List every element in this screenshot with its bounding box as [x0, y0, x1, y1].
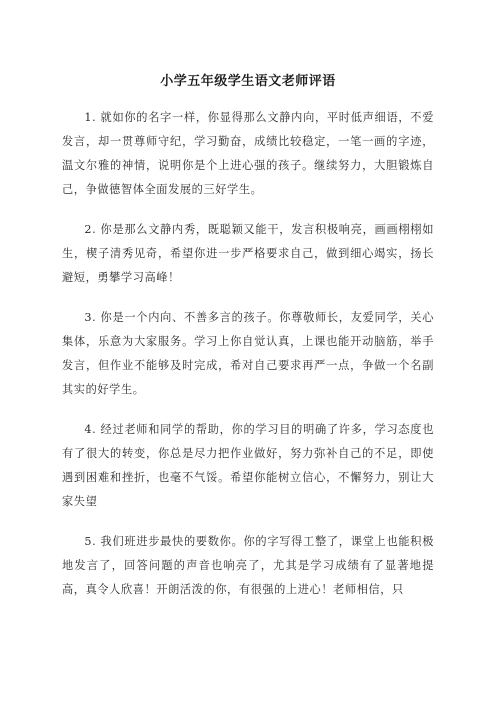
comment-paragraph-5: 5. 我们班进步最快的要数你。你的字写得工整了，课堂上也能积极地发言了，回答问题的声音也响亮了，尤其是学习成绩有了显著地提高，真令人欣喜！开朗活泼的你，有很强的上进心！老师相信，只: [62, 535, 434, 596]
comment-paragraph-2: 2. 你是那么文静内秀，既聪颖又能干，发言积极响亮，画画栩栩如生，楔子清秀见奇，希望你进一步严格要求自己，做到细心竭实，扬长避短，勇攀学习高峰！: [62, 223, 434, 284]
comment-paragraph-4: 4. 经过老师和同学的帮助，你的学习目的明确了许多，学习态度也有了很大的转变，你总是尽力把作业做好，努力弥补自己的不足，即使遇到困难和挫折，也毫不气馁。希望你能树立信心，不懈努力，别让大家失望: [62, 423, 434, 508]
comment-paragraph-3: 3. 你是一个内向、不善多言的孩子。你尊敬师长，友爱同学，关心集体，乐意为大家服务。学习上你自觉认真，上课也能开动脑筋，举手发言，但作业不能够及时完成，希对自己要求再严一点，争做一个名副其实的好学生。: [62, 311, 434, 396]
comment-paragraph-1: 1. 就如你的名字一样，你显得那么文静内向，平时低声细语，不爱发言，却一贯尊师守纪，学习勤奋，成绩比较稳定，一笔一画的字迹，温文尔雅的神情，说明你是个上进心强的孩子。继续努力，大胆锻炼自己，争做德智体全面发展的三好学生。: [62, 111, 434, 196]
document-title: 小学五年级学生语文老师评语: [160, 74, 336, 89]
